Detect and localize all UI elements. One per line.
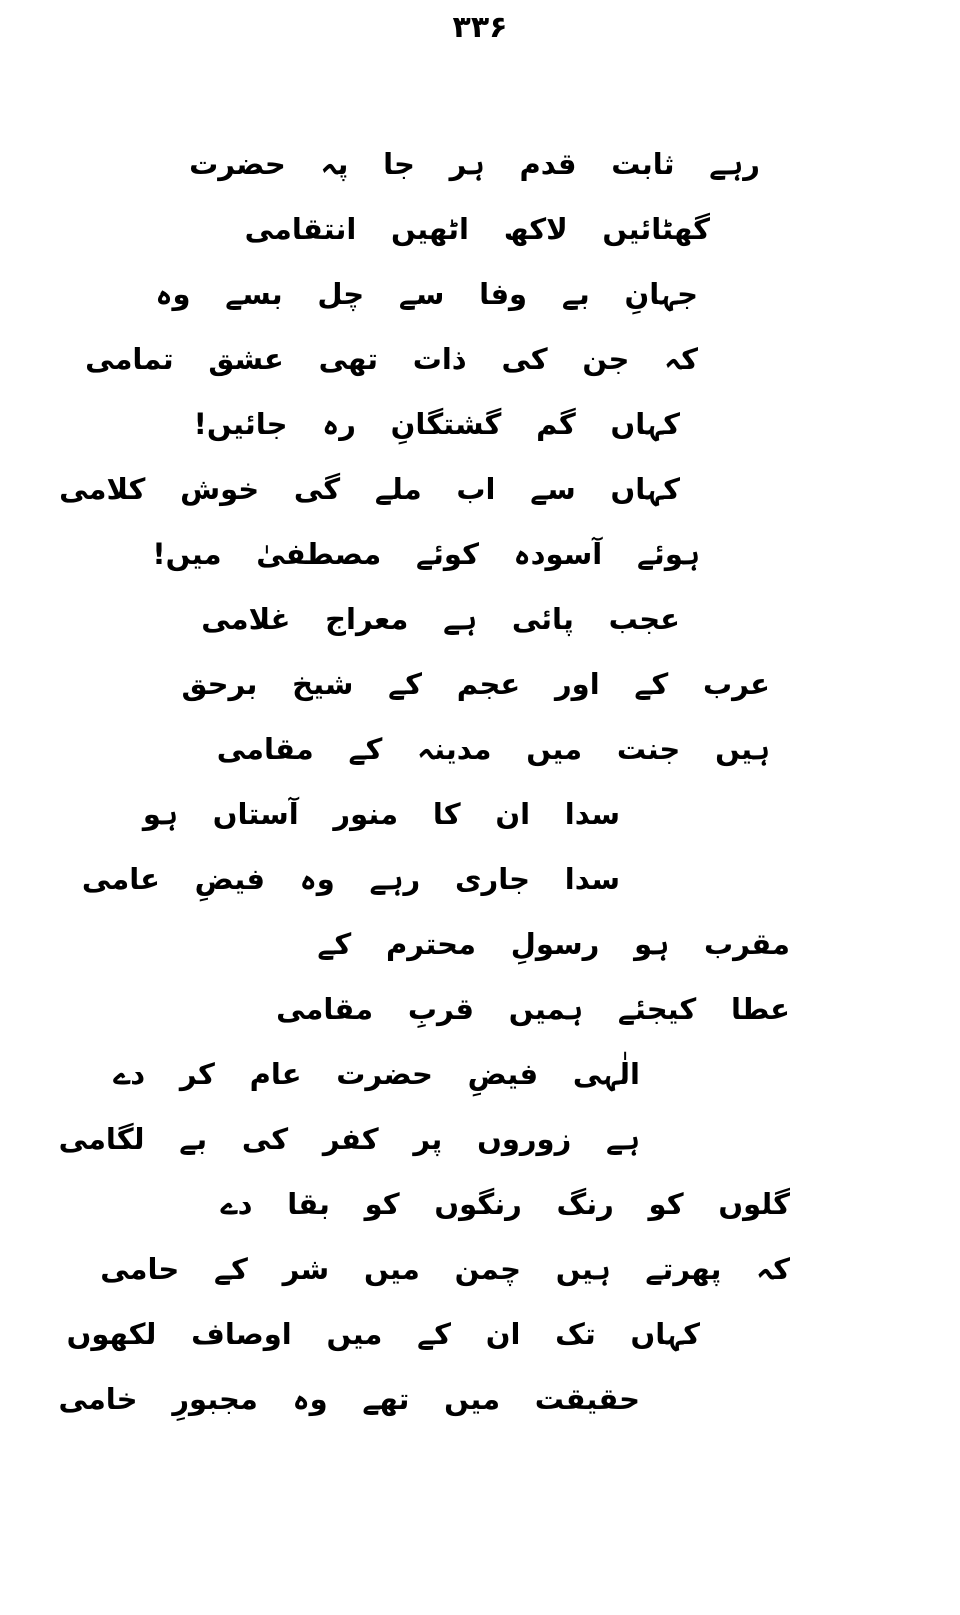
poem-line: کہاں تک ان کے میں اوصاف لکھوں: [66, 1317, 700, 1351]
poem-line: ہیں جنت میں مدینہ کے مقامی: [216, 732, 770, 766]
poem-line: مقرب ہو رسولِ محترم کے: [317, 927, 790, 961]
poem-line: ہے زوروں پر کفر کی بے لگامی: [58, 1122, 640, 1156]
poem-line: سدا جاری رہے وہ فیضِ عامی: [81, 862, 620, 896]
poem-line: رہے ثابت قدم ہر جا پہ حضرت: [189, 147, 760, 181]
poem-line: کہاں سے اب ملے گی خوش کلامی: [59, 472, 680, 506]
ghazal-text-block: [0, 132, 960, 1432]
poem-line: کہ پھرتے ہیں چمن میں شر کے حامی: [100, 1252, 790, 1286]
poem-line: گھٹائیں لاکھ اٹھیں انتقامی: [244, 212, 710, 246]
poem-line: حقیقت میں تھے وہ مجبورِ خامی: [58, 1382, 640, 1416]
poem-line: کہاں گم گشتگانِ رہ جائیں!: [193, 407, 680, 441]
poem-line: عرب کے اور عجم کے شیخ برحق: [181, 667, 770, 701]
poem-line: عجب پائی ہے معراج غلامی: [201, 602, 680, 636]
poem-line: کہ جن کی ذات تھی عشق تمامی: [85, 342, 698, 376]
poem-line: سدا ان کا منور آستاں ہو: [142, 797, 620, 831]
poem-line: الٰہی فیضِ حضرت عام کر دے: [113, 1057, 640, 1091]
poem-line: جہانِ بے وفا سے چل بسے وہ: [155, 277, 698, 311]
poem-line: گلوں کو رنگ رنگوں کو بقا دے: [220, 1187, 790, 1221]
poem-line: عطا کیجئے ہمیں قربِ مقامی: [276, 992, 790, 1026]
poem-line: ہوئے آسودہ کوئے مصطفیٰ میں!: [152, 537, 700, 571]
page-number: ۳۳۶: [452, 10, 508, 45]
